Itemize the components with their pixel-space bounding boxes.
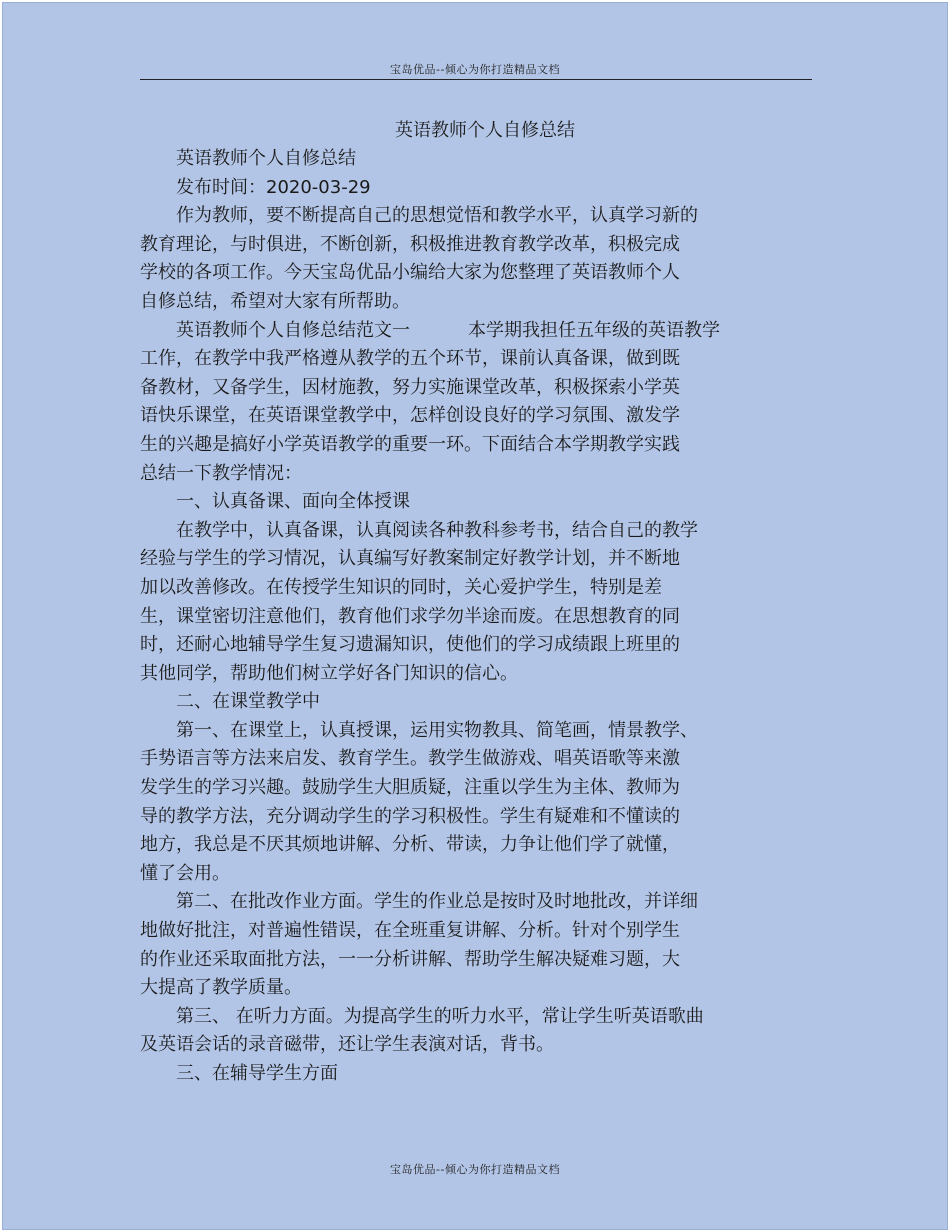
text-line-content: 其他同学，帮助他们树立学好各门知识的信心。 bbox=[140, 662, 518, 684]
text-line-content: 发学生的学习兴趣。鼓励学生大胆质疑，注重以学生为主体、教师为 bbox=[140, 777, 680, 799]
text-line-content: 懂了会用。 bbox=[140, 862, 230, 884]
text-line-content: 英语教师个人自修总结范文一 bbox=[176, 319, 410, 341]
text-line bbox=[140, 974, 800, 1003]
page-header: 宝岛优品--倾心为你打造精品文档 bbox=[390, 63, 560, 76]
header-divider bbox=[140, 79, 812, 80]
document-page bbox=[2, 2, 948, 1230]
text-line bbox=[140, 888, 800, 917]
text-line bbox=[140, 688, 800, 717]
text-line bbox=[140, 831, 800, 860]
text-line-content: 二、在课堂教学中 bbox=[176, 691, 320, 713]
text-line bbox=[140, 631, 800, 660]
text-line-content: 大提高了教学质量。 bbox=[140, 977, 302, 999]
text-line-content: 语快乐课堂，在英语课堂教学中，怎样创设良好的学习氛围、激发学 bbox=[140, 405, 680, 427]
text-line-content: 导的教学方法，充分调动学生的学习积极性。学生有疑难和不懂读的 bbox=[140, 805, 680, 827]
text-line bbox=[140, 774, 800, 803]
document-title: 英语教师个人自修总结 bbox=[395, 120, 575, 141]
text-line-content: 经验与学生的学习情况，认真编写好教案制定好教学计划，并不断地 bbox=[140, 548, 680, 570]
text-line bbox=[140, 460, 800, 489]
text-line-content: 第一、在课堂上，认真授课，运用实物教具、简笔画，情景教学、 bbox=[176, 719, 698, 741]
page-footer: 宝岛优品--倾心为你打造精品文档 bbox=[390, 1163, 560, 1176]
text-line bbox=[140, 317, 800, 346]
text-line bbox=[140, 231, 800, 260]
text-line-content: 教育理论，与时俱进，不断创新，积极推进教育教学改革，积极完成 bbox=[140, 233, 680, 255]
text-line bbox=[140, 288, 800, 317]
text-line bbox=[140, 603, 800, 632]
text-line bbox=[140, 660, 800, 689]
text-line bbox=[140, 517, 800, 546]
text-line-content: 地方，我总是不厌其烦地讲解、分析、带读，力争让他们学了就懂， bbox=[140, 834, 680, 856]
text-line bbox=[140, 202, 800, 231]
text-line bbox=[140, 717, 800, 746]
text-line-content: 加以改善修改。在传授学生知识的同时，关心爱护学生，特别是差 bbox=[140, 576, 662, 598]
text-line bbox=[140, 345, 800, 374]
text-line bbox=[140, 946, 800, 975]
text-line bbox=[140, 431, 800, 460]
text-line bbox=[140, 803, 800, 832]
document-text bbox=[140, 145, 800, 1089]
text-line bbox=[140, 860, 800, 889]
text-line bbox=[140, 1031, 800, 1060]
text-line bbox=[140, 917, 800, 946]
text-line-content: 生，课堂密切注意他们，教育他们求学勿半途而废。在思想教育的同 bbox=[140, 605, 680, 627]
text-line-content: 一、认真备课、面向全体授课 bbox=[176, 491, 410, 513]
text-line-content: 生的兴趣是搞好小学英语教学的重要一环。下面结合本学期教学实践 bbox=[140, 433, 680, 455]
text-line-content: 自修总结，希望对大家有所帮助。 bbox=[140, 290, 410, 312]
text-line bbox=[140, 374, 800, 403]
text-line-content: 总结一下教学情况： bbox=[140, 462, 302, 484]
text-line-continuation: 本学期我担任五年级的英语教学 bbox=[468, 319, 720, 341]
text-line bbox=[140, 545, 800, 574]
text-line-content: 备教材，又备学生，因材施教，努力实施课堂改革，积极探索小学英 bbox=[140, 376, 680, 398]
text-line bbox=[140, 259, 800, 288]
text-line bbox=[140, 574, 800, 603]
text-line-content: 在教学中，认真备课，认真阅读各种教科参考书，结合自己的教学 bbox=[176, 519, 698, 541]
text-line-content: 学校的各项工作。今天宝岛优品小编给大家为您整理了英语教师个人 bbox=[140, 262, 680, 284]
text-line-content: 手势语言等方法来启发、教育学生。教学生做游戏、唱英语歌等来激 bbox=[140, 748, 680, 770]
text-line-content: 第三、 在听力方面。为提高学生的听力水平，常让学生听英语歌曲 bbox=[176, 1005, 704, 1027]
text-line bbox=[140, 145, 800, 174]
text-line-content: 时，还耐心地辅导学生复习遗漏知识，使他们的学习成绩跟上班里的 bbox=[140, 634, 680, 656]
text-line-content: 及英语会话的录音磁带，还让学生表演对话，背书。 bbox=[140, 1034, 554, 1056]
text-line bbox=[140, 174, 800, 203]
text-line bbox=[140, 488, 800, 517]
text-line-content: 作为教师，要不断提高自己的思想觉悟和教学水平，认真学习新的 bbox=[176, 205, 698, 227]
text-line-content: 地做好批注，对普遍性错误，在全班重复讲解、分析。针对个别学生 bbox=[140, 920, 680, 942]
text-line-content: 三、在辅导学生方面 bbox=[176, 1063, 338, 1084]
text-line bbox=[140, 745, 800, 774]
document-body bbox=[140, 117, 800, 1089]
text-line bbox=[140, 402, 800, 431]
text-line-content: 工作，在教学中我严格遵从教学的五个环节，课前认真备课，做到既 bbox=[140, 348, 680, 370]
text-line bbox=[140, 1003, 800, 1032]
text-line-content: 第二、在批改作业方面。学生的作业总是按时及时地批改，并详细 bbox=[176, 891, 698, 913]
text-line-content: 发布时间：2020-03-29 bbox=[176, 176, 371, 198]
text-line-content: 英语教师个人自修总结 bbox=[176, 148, 356, 169]
text-line-content: 的作业还采取面批方法，一一分析讲解、帮助学生解决疑难习题，大 bbox=[140, 948, 680, 970]
text-line bbox=[140, 1060, 800, 1089]
